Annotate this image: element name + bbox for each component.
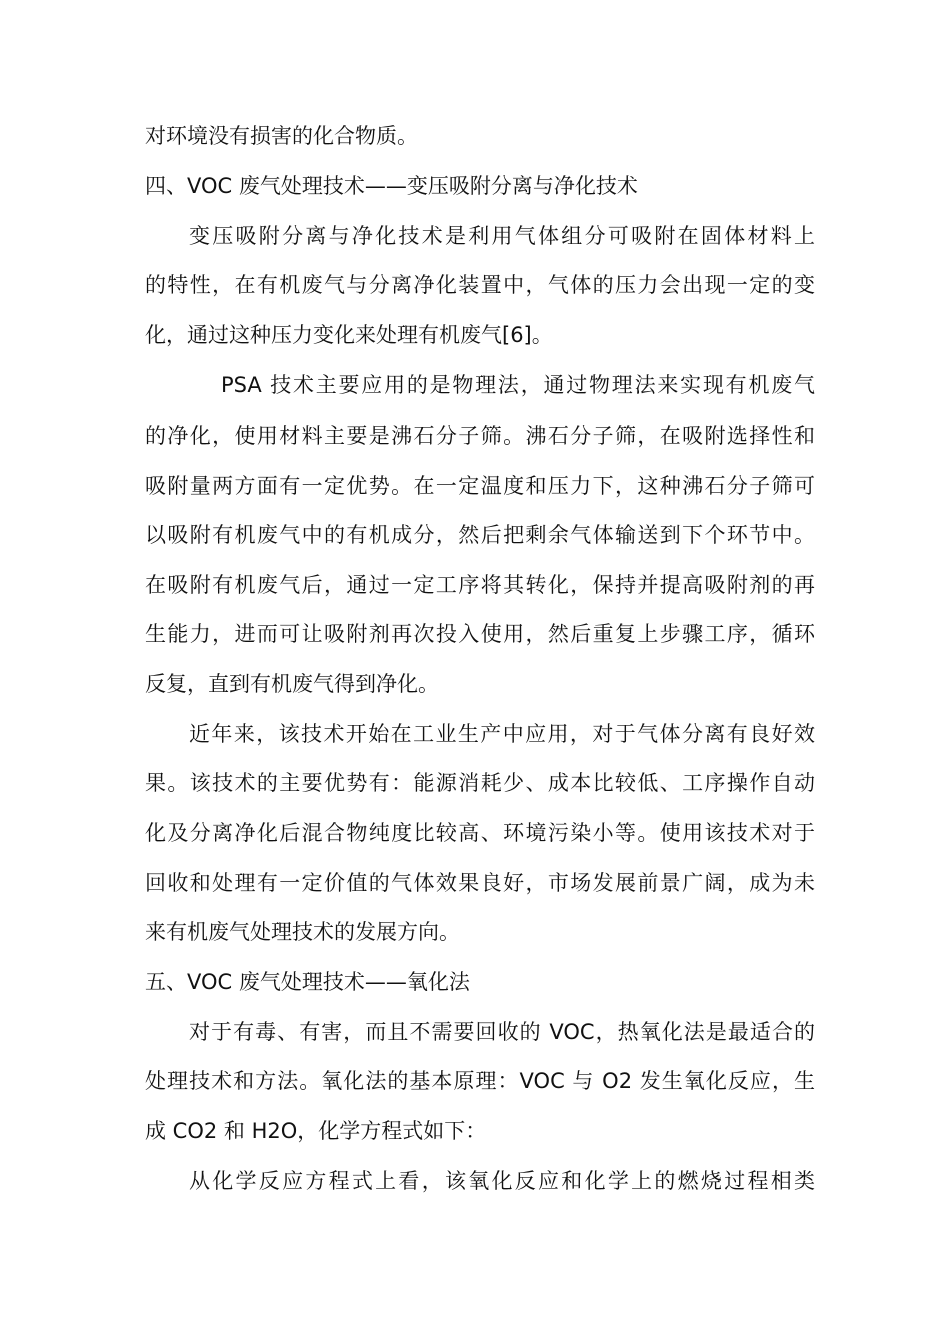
text-line: 果。该技术的主要优势有：能源消耗少、成本比较低、工序操作自动 — [145, 771, 815, 795]
text-line: 回收和处理有一定价值的气体效果良好，市场发展前景广阔，成为未 — [145, 871, 815, 895]
section-heading-oxidation: 五、VOC 废气处理技术——氧化法 — [145, 970, 470, 994]
text-line: 反复，直到有机废气得到净化。 — [145, 672, 439, 696]
text-line: 成 CO2 和 H2O，化学方程式如下： — [145, 1119, 487, 1143]
text-line: 近年来，该技术开始在工业生产中应用，对于气体分离有良好效 — [189, 722, 815, 746]
text-line: 变压吸附分离与净化技术是利用气体组分可吸附在固体材料上 — [189, 224, 815, 248]
text-line: PSA 技术主要应用的是物理法，通过物理法来实现有机废气 — [221, 373, 815, 397]
text-line: 的特性，在有机废气与分离净化装置中，气体的压力会出现一定的变 — [145, 273, 815, 297]
text-line: 的净化，使用材料主要是沸石分子筛。沸石分子筛，在吸附选择性和 — [145, 424, 815, 448]
text-line: 对于有毒、有害，而且不需要回收的 VOC，热氧化法是最适合的 — [189, 1020, 815, 1044]
text-line: 化及分离净化后混合物纯度比较高、环境污染小等。使用该技术对于 — [145, 821, 815, 845]
text-line: 处理技术和方法。氧化法的基本原理：VOC 与 O2 发生氧化反应，生 — [145, 1069, 815, 1093]
text-line: 对环境没有损害的化合物质。 — [145, 124, 418, 148]
text-line: 吸附量两方面有一定优势。在一定温度和压力下，这种沸石分子筛可 — [145, 474, 815, 498]
section-heading-psa: 四、VOC 废气处理技术——变压吸附分离与净化技术 — [145, 174, 638, 198]
text-line: 从化学反应方程式上看，该氧化反应和化学上的燃烧过程相类 — [189, 1169, 815, 1193]
text-line: 生能力，进而可让吸附剂再次投入使用，然后重复上步骤工序，循环 — [145, 622, 815, 646]
text-line: 在吸附有机废气后，通过一定工序将其转化，保持并提高吸附剂的再 — [145, 573, 815, 597]
text-line: 以吸附有机废气中的有机成分，然后把剩余气体输送到下个环节中。 — [145, 523, 815, 547]
text-line: 来有机废气处理技术的发展方向。 — [145, 920, 460, 944]
text-line: 化，通过这种压力变化来处理有机废气[6]。 — [145, 323, 553, 347]
